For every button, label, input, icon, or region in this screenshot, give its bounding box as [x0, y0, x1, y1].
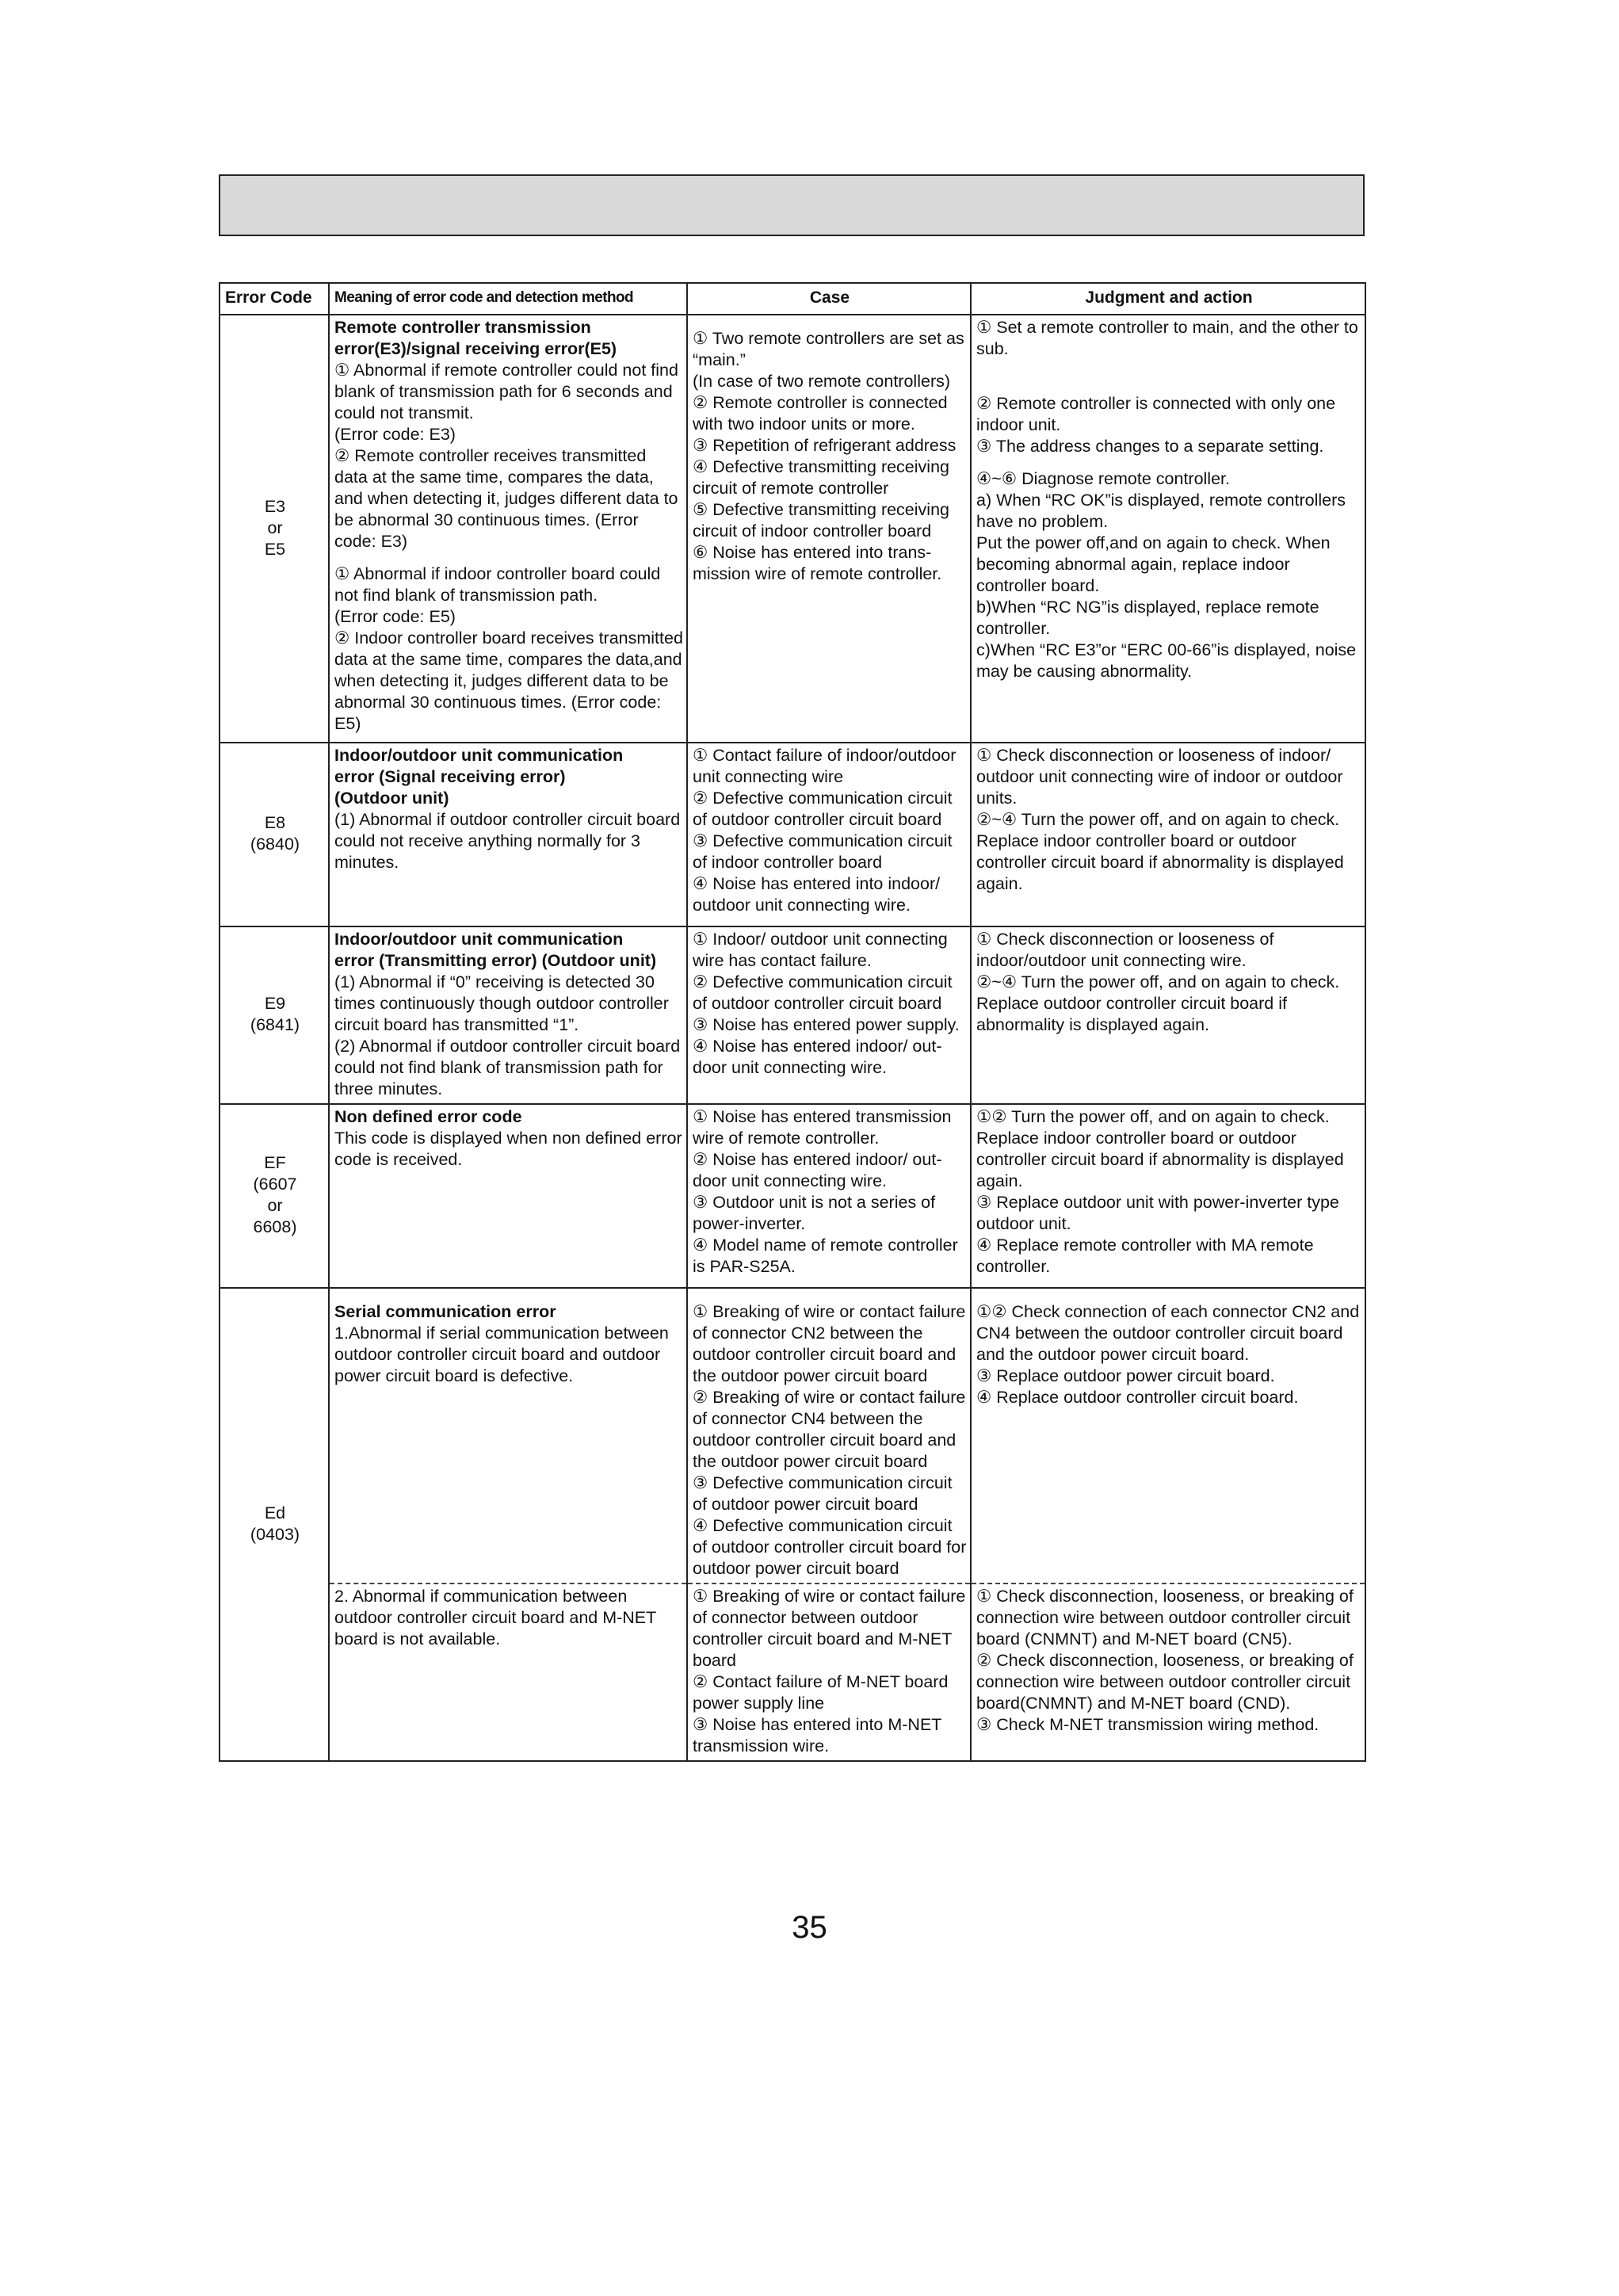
cell-line: ③ Outdoor unit is not a series of power-inverter. — [693, 1193, 936, 1233]
spacer — [334, 552, 683, 563]
cell-line: (Error code: E3) — [334, 425, 456, 444]
cell-line: ③ Repetition of refrigerant address — [693, 436, 957, 455]
cell-line: error (Transmitting error) (Outdoor unit) — [334, 951, 657, 970]
error-code-cell — [220, 926, 329, 1104]
spacer — [976, 382, 1361, 393]
cell-line: ① Indoor/ outdoor unit connecting wire has contact failure. — [693, 930, 948, 970]
error-code-line: E3 — [264, 496, 286, 516]
cell-line: ① Abnormal if remote controller could not find blank of transmission path for 6 seconds and could not transmit. — [334, 361, 678, 422]
case-cell — [687, 743, 971, 926]
cell-line: Serial communication error — [334, 1302, 556, 1321]
table-header-row — [220, 283, 1365, 315]
spacer — [334, 1290, 683, 1301]
case-cell — [687, 1288, 971, 1584]
cell-line: ④ Model name of remote controller is PAR-S25A. — [693, 1236, 958, 1276]
judgment-cell — [971, 1104, 1365, 1288]
judgment-cell — [971, 315, 1365, 743]
table-row — [220, 315, 1365, 743]
cell-line: c)When “RC E3”or “ERC 00-66”is displayed, noise may be causing abnormality. — [976, 640, 1357, 681]
cell-line: ① Noise has entered transmission wire of remote controller. — [693, 1107, 952, 1148]
cell-line: ④ Replace remote controller with MA remote controller. — [976, 1236, 1314, 1276]
error-code-line: Ed — [264, 1503, 286, 1522]
cell-line: ①② Turn the power off, and on again to check. Replace indoor controller board or outdoor controller circuit board if abnormality is displayed again. — [976, 1107, 1344, 1190]
cell-line: ①② Check connection of each connector CN2 and CN4 between the outdoor controller circuit board and the outdoor power circuit board. — [976, 1302, 1360, 1364]
spacer — [976, 360, 1361, 371]
cell-line: ③ Replace outdoor unit with power-inverter type outdoor unit. — [976, 1193, 1339, 1233]
error-code-line: (6841) — [250, 1015, 300, 1034]
meaning-cell — [329, 926, 687, 1104]
cell-line: ④ Noise has entered indoor/ outdoor unit connecting wire. — [693, 1037, 942, 1077]
error-code-line: E9 — [264, 994, 286, 1013]
cell-line: Put the power off,and on again to check. When becoming abnormal again, replace indoor controller board. — [976, 533, 1331, 595]
cell-line: This code is displayed when non defined error code is received. — [334, 1129, 682, 1169]
cell-line: (1) Abnormal if outdoor controller circuit board could not receive anything normally for 3 minutes. — [334, 810, 681, 872]
cell-line: ③ Noise has entered power supply. — [693, 1015, 960, 1034]
cell-line: 2. Abnormal if communication between outdoor controller circuit board and M-NET board is not available. — [334, 1587, 656, 1648]
cell-line: Non defined error code — [334, 1107, 522, 1126]
cell-line: ① Contact failure of indoor/outdoor unit connecting wire — [693, 746, 957, 786]
cell-line: 1.Abnormal if serial communication between outdoor controller circuit board and outdoor power circuit board is defective. — [334, 1324, 669, 1385]
cell-line: ② Defective communication circuit of outdoor controller circuit board — [693, 789, 953, 829]
spacer — [976, 1290, 1361, 1301]
table-row — [220, 1104, 1365, 1288]
table-body — [220, 315, 1365, 1761]
cell-line: ① Two remote controllers are set as “main.” — [693, 329, 964, 369]
spacer — [976, 371, 1361, 382]
cell-line: ⑥ Noise has entered into transmission wire of remote controller. — [693, 543, 942, 583]
cell-line: ① Set a remote controller to main, and the other to sub. — [976, 318, 1358, 358]
error-code-cell — [220, 1288, 329, 1761]
error-code-line: EF — [264, 1153, 286, 1172]
case-cell — [687, 1104, 971, 1288]
cell-line: ② Noise has entered indoor/ outdoor unit connecting wire. — [693, 1150, 942, 1190]
error-code-line: or — [267, 1196, 283, 1215]
spacer — [693, 317, 967, 328]
header-meaning: Meaning of error code and detection method — [329, 283, 687, 315]
judgment-cell — [971, 926, 1365, 1104]
meaning-cell — [329, 1584, 687, 1761]
error-code-table — [219, 282, 1366, 1762]
judgment-cell — [971, 1288, 1365, 1584]
error-code-line: (6840) — [250, 835, 300, 854]
cell-line: ② Breaking of wire or contact failure of connector CN4 between the outdoor controller circuit board and the outdoor power circuit board — [693, 1388, 966, 1471]
judgment-cell — [971, 1584, 1365, 1761]
cell-line: ③ Check M-NET transmission wiring method. — [976, 1715, 1319, 1734]
header-judgment: Judgment and action — [971, 283, 1365, 315]
cell-line: ③ Defective communication circuit of indoor controller board — [693, 831, 953, 872]
case-cell — [687, 315, 971, 743]
error-code-cell — [220, 743, 329, 926]
table-row — [220, 1584, 1365, 1761]
error-code-line: E5 — [264, 539, 286, 559]
cell-line: (Error code: E5) — [334, 607, 456, 626]
cell-line: ③ Defective communication circuit of outdoor power circuit board — [693, 1473, 953, 1514]
error-code-line: 6608) — [253, 1217, 297, 1236]
spacer — [976, 457, 1361, 468]
spacer — [693, 1290, 967, 1301]
cell-line: ④ Replace outdoor controller circuit board. — [976, 1388, 1299, 1407]
cell-line: b)When “RC NG”is displayed, replace remote controller. — [976, 598, 1319, 638]
cell-line: ⑤ Defective transmitting receiving circuit of indoor controller board — [693, 500, 949, 541]
cell-line: error(E3)/signal receiving error(E5) — [334, 339, 617, 358]
cell-line: ① Check disconnection or looseness of indoor/ outdoor unit connecting wire of indoor or outdoor units. — [976, 746, 1343, 808]
cell-line: Indoor/outdoor unit communication — [334, 746, 624, 765]
meaning-cell — [329, 1288, 687, 1584]
cell-line: ① Check disconnection or looseness of indoor/outdoor unit connecting wire. — [976, 930, 1274, 970]
cell-line: (1) Abnormal if “0” receiving is detected 30 times continuously though outdoor controller circuit board has transmitted “1”. — [334, 972, 669, 1034]
cell-line: ②~④ Turn the power off, and on again to check. Replace outdoor controller circuit board if abnormality is displayed again. — [976, 972, 1340, 1034]
cell-line: ② Remote controller is connected with only one indoor unit. — [976, 394, 1336, 434]
judgment-cell — [971, 743, 1365, 926]
meaning-cell — [329, 1104, 687, 1288]
cell-line: ③ The address changes to a separate setting. — [976, 437, 1324, 456]
cell-line: ④~⑥ Diagnose remote controller. — [976, 469, 1230, 488]
cell-line: Remote controller transmission — [334, 318, 591, 337]
cell-line: ②~④ Turn the power off, and on again to check. Replace indoor controller board or outdoor controller circuit board if abnormality is displayed again. — [976, 810, 1344, 893]
cell-line: ② Check disconnection, looseness, or breaking of connection wire between outdoor controller circuit board(CNMNT) and M-NET board (CND). — [976, 1651, 1354, 1713]
cell-line: ① Breaking of wire or contact failure of connector between outdoor controller circuit board and M-NET board — [693, 1587, 966, 1670]
cell-line: a) When “RC OK”is displayed, remote controllers have no problem. — [976, 491, 1346, 531]
meaning-cell — [329, 743, 687, 926]
cell-line: (Outdoor unit) — [334, 789, 449, 808]
error-code-cell — [220, 1104, 329, 1288]
error-code-line: (6607 — [253, 1175, 297, 1194]
table-row — [220, 1288, 1365, 1584]
error-code-cell — [220, 315, 329, 743]
header-bar — [219, 174, 1365, 236]
cell-line: ② Defective communication circuit of outdoor controller circuit board — [693, 972, 953, 1013]
header-case: Case — [687, 283, 971, 315]
cell-line: Indoor/outdoor unit communication — [334, 930, 624, 949]
cell-line: ② Indoor controller board receives transmitted data at the same time, compares the data,and when detecting it, judges different data to be abnormal 30 continuous times. (Error code: E5) — [334, 628, 683, 733]
cell-line: ② Remote controller is connected with two indoor units or more. — [693, 393, 948, 434]
cell-line: ④ Noise has entered into indoor/ outdoor unit connecting wire. — [693, 874, 941, 915]
cell-line: ④ Defective transmitting receiving circuit of remote controller — [693, 457, 949, 498]
table-row — [220, 743, 1365, 926]
cell-line: ② Contact failure of M-NET board power supply line — [693, 1672, 949, 1713]
cell-line: ① Check disconnection, looseness, or breaking of connection wire between outdoor controller circuit board (CNMNT) and M-NET board (CN5). — [976, 1587, 1354, 1648]
cell-line: (2) Abnormal if outdoor controller circuit board could not find blank of transmission path for three minutes. — [334, 1037, 681, 1098]
cell-line: ③ Replace outdoor power circuit board. — [976, 1366, 1275, 1385]
error-code-line: (0403) — [250, 1524, 300, 1544]
cell-line: (In case of two remote controllers) — [693, 372, 951, 391]
meaning-cell — [329, 315, 687, 743]
cell-line: ② Remote controller receives transmitted data at the same time, compares the data, and when detecting it, judges different data to be abnormal 30 continuous times. (Error code: E3) — [334, 446, 678, 551]
cell-line: ① Breaking of wire or contact failure of connector CN2 between the outdoor controller circuit board and the outdoor power circuit board — [693, 1302, 966, 1385]
table-row — [220, 926, 1365, 1104]
error-code-line: or — [267, 518, 283, 537]
header-error-code: Error Code — [220, 283, 329, 315]
error-code-line: E8 — [264, 813, 286, 832]
cell-line: ④ Defective communication circuit of outdoor controller circuit board for outdoor power circuit board — [693, 1516, 967, 1578]
cell-line: ③ Noise has entered into M-NET transmission wire. — [693, 1715, 942, 1755]
cell-line: error (Signal receiving error) — [334, 767, 566, 786]
case-cell — [687, 1584, 971, 1761]
case-cell — [687, 926, 971, 1104]
cell-line: ① Abnormal if indoor controller board could not find blank of transmission path. — [334, 564, 661, 605]
page-number: 35 — [792, 1910, 827, 1945]
